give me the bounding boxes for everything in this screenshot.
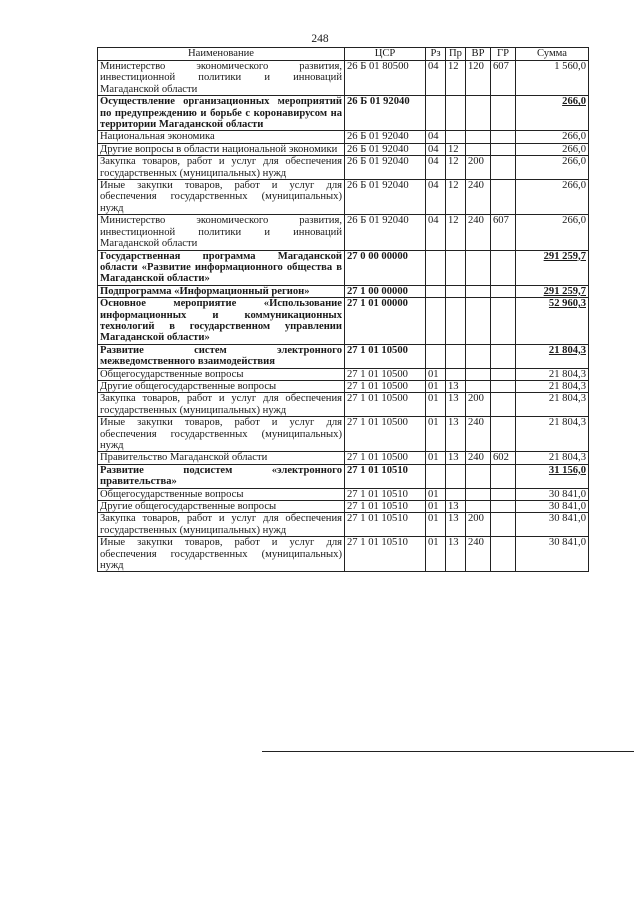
cell-vr: 240 bbox=[466, 417, 491, 452]
cell-rz: 01 bbox=[426, 452, 446, 464]
cell-name: Общегосударственные вопросы bbox=[98, 488, 345, 500]
table-row bbox=[98, 215, 589, 250]
cell-gr: 607 bbox=[491, 61, 516, 96]
cell-pr bbox=[446, 464, 466, 488]
cell-csr: 27 1 01 10510 bbox=[345, 513, 426, 537]
cell-pr: 13 bbox=[446, 393, 466, 417]
table-row bbox=[98, 368, 589, 380]
cell-sum: 30 841,0 bbox=[516, 537, 589, 572]
cell-rz: 04 bbox=[426, 215, 446, 250]
cell-name: Министерство экономического развития, инвестиционной политики и инноваций Магаданской области bbox=[98, 61, 345, 96]
table-row bbox=[98, 61, 589, 96]
cell-csr: 27 1 01 10500 bbox=[345, 344, 426, 368]
cell-name: Основное мероприятие «Использование информационных и коммуникационных технологий в государственном управлении Магаданской области» bbox=[98, 298, 345, 345]
cell-vr: 240 bbox=[466, 215, 491, 250]
cell-vr bbox=[466, 96, 491, 131]
column-header-pr: Пр bbox=[446, 48, 466, 61]
cell-gr: 602 bbox=[491, 452, 516, 464]
cell-sum: 21 804,3 bbox=[516, 344, 589, 368]
table-body bbox=[98, 61, 589, 572]
cell-rz bbox=[426, 344, 446, 368]
cell-pr bbox=[446, 344, 466, 368]
cell-rz: 01 bbox=[426, 488, 446, 500]
cell-vr bbox=[466, 368, 491, 380]
cell-sum: 21 804,3 bbox=[516, 452, 589, 464]
table-row bbox=[98, 180, 589, 215]
cell-sum: 21 804,3 bbox=[516, 368, 589, 380]
table-row bbox=[98, 464, 589, 488]
cell-pr: 13 bbox=[446, 417, 466, 452]
cell-sum: 21 804,3 bbox=[516, 417, 589, 452]
cell-name: Развитие систем электронного межведомственного взаимодействия bbox=[98, 344, 345, 368]
cell-name: Иные закупки товаров, работ и услуг для обеспечения государственных (муниципальных) нужд bbox=[98, 417, 345, 452]
cell-pr bbox=[446, 250, 466, 285]
cell-csr: 27 1 01 10500 bbox=[345, 452, 426, 464]
cell-rz: 04 bbox=[426, 61, 446, 96]
cell-rz: 01 bbox=[426, 380, 446, 392]
cell-sum: 52 960,3 bbox=[516, 298, 589, 345]
table-row bbox=[98, 344, 589, 368]
cell-name: Национальная экономика bbox=[98, 131, 345, 143]
cell-gr bbox=[491, 417, 516, 452]
cell-vr bbox=[466, 380, 491, 392]
cell-gr bbox=[491, 298, 516, 345]
table-row bbox=[98, 393, 589, 417]
cell-rz: 01 bbox=[426, 501, 446, 513]
cell-sum: 1 560,0 bbox=[516, 61, 589, 96]
cell-name: Другие общегосударственные вопросы bbox=[98, 380, 345, 392]
cell-vr bbox=[466, 488, 491, 500]
cell-vr bbox=[466, 143, 491, 155]
cell-sum: 266,0 bbox=[516, 131, 589, 143]
cell-pr bbox=[446, 96, 466, 131]
cell-sum: 291 259,7 bbox=[516, 285, 589, 297]
footer-divider bbox=[262, 751, 634, 752]
cell-name: Государственная программа Магаданской области «Развитие информационного общества в Магаданской области» bbox=[98, 250, 345, 285]
column-header-csr: ЦСР bbox=[345, 48, 426, 61]
cell-vr bbox=[466, 464, 491, 488]
column-header-gr: ГР bbox=[491, 48, 516, 61]
cell-csr: 27 1 00 00000 bbox=[345, 285, 426, 297]
cell-name: Иные закупки товаров, работ и услуг для обеспечения государственных (муниципальных) нужд bbox=[98, 180, 345, 215]
cell-pr: 13 bbox=[446, 537, 466, 572]
cell-rz: 04 bbox=[426, 180, 446, 215]
cell-csr: 27 1 01 10510 bbox=[345, 537, 426, 572]
cell-pr bbox=[446, 298, 466, 345]
cell-pr: 12 bbox=[446, 143, 466, 155]
cell-vr bbox=[466, 501, 491, 513]
cell-pr: 13 bbox=[446, 452, 466, 464]
cell-vr bbox=[466, 131, 491, 143]
column-header-sum: Сумма bbox=[516, 48, 589, 61]
cell-pr bbox=[446, 285, 466, 297]
cell-csr: 27 1 01 10500 bbox=[345, 368, 426, 380]
cell-gr bbox=[491, 368, 516, 380]
cell-csr: 27 0 00 00000 bbox=[345, 250, 426, 285]
cell-csr: 26 Б 01 92040 bbox=[345, 96, 426, 131]
cell-sum: 30 841,0 bbox=[516, 501, 589, 513]
table-row bbox=[98, 156, 589, 180]
cell-csr: 26 Б 01 92040 bbox=[345, 131, 426, 143]
cell-sum: 266,0 bbox=[516, 180, 589, 215]
cell-vr: 120 bbox=[466, 61, 491, 96]
cell-gr bbox=[491, 344, 516, 368]
cell-pr: 12 bbox=[446, 156, 466, 180]
table-row bbox=[98, 417, 589, 452]
cell-csr: 27 1 01 10500 bbox=[345, 393, 426, 417]
cell-csr: 27 1 01 10510 bbox=[345, 488, 426, 500]
cell-sum: 266,0 bbox=[516, 215, 589, 250]
cell-gr bbox=[491, 501, 516, 513]
cell-name: Закупка товаров, работ и услуг для обеспечения государственных (муниципальных) нужд bbox=[98, 513, 345, 537]
cell-csr: 26 Б 01 92040 bbox=[345, 156, 426, 180]
cell-pr bbox=[446, 488, 466, 500]
cell-pr: 13 bbox=[446, 501, 466, 513]
cell-gr bbox=[491, 143, 516, 155]
cell-rz bbox=[426, 96, 446, 131]
cell-pr: 12 bbox=[446, 215, 466, 250]
cell-pr: 12 bbox=[446, 180, 466, 215]
cell-vr: 240 bbox=[466, 537, 491, 572]
cell-vr: 200 bbox=[466, 513, 491, 537]
cell-rz bbox=[426, 464, 446, 488]
cell-name: Закупка товаров, работ и услуг для обеспечения государственных (муниципальных) нужд bbox=[98, 156, 345, 180]
table-row bbox=[98, 143, 589, 155]
table-row bbox=[98, 501, 589, 513]
cell-vr bbox=[466, 344, 491, 368]
table-row bbox=[98, 380, 589, 392]
cell-rz: 01 bbox=[426, 393, 446, 417]
cell-vr bbox=[466, 250, 491, 285]
cell-csr: 26 Б 01 92040 bbox=[345, 143, 426, 155]
page-number: 248 bbox=[311, 33, 329, 45]
cell-gr bbox=[491, 250, 516, 285]
budget-table bbox=[97, 47, 589, 572]
cell-csr: 27 1 01 10500 bbox=[345, 417, 426, 452]
cell-gr bbox=[491, 285, 516, 297]
cell-csr: 27 1 01 00000 bbox=[345, 298, 426, 345]
cell-gr bbox=[491, 96, 516, 131]
cell-csr: 27 1 01 10500 bbox=[345, 380, 426, 392]
cell-name: Общегосударственные вопросы bbox=[98, 368, 345, 380]
cell-rz bbox=[426, 250, 446, 285]
table-row bbox=[98, 537, 589, 572]
cell-rz bbox=[426, 285, 446, 297]
cell-name: Иные закупки товаров, работ и услуг для обеспечения государственных (муниципальных) нужд bbox=[98, 537, 345, 572]
table-row bbox=[98, 131, 589, 143]
cell-gr bbox=[491, 464, 516, 488]
cell-sum: 266,0 bbox=[516, 96, 589, 131]
cell-name: Другие общегосударственные вопросы bbox=[98, 501, 345, 513]
cell-csr: 26 Б 01 92040 bbox=[345, 215, 426, 250]
cell-name: Закупка товаров, работ и услуг для обеспечения государственных (муниципальных) нужд bbox=[98, 393, 345, 417]
cell-name: Другие вопросы в области национальной экономики bbox=[98, 143, 345, 155]
table-row bbox=[98, 96, 589, 131]
cell-sum: 291 259,7 bbox=[516, 250, 589, 285]
cell-name: Министерство экономического развития, инвестиционной политики и инноваций Магаданской области bbox=[98, 215, 345, 250]
cell-gr bbox=[491, 380, 516, 392]
cell-pr: 13 bbox=[446, 513, 466, 537]
cell-name: Правительство Магаданской области bbox=[98, 452, 345, 464]
cell-vr: 200 bbox=[466, 156, 491, 180]
cell-pr bbox=[446, 131, 466, 143]
cell-rz: 01 bbox=[426, 513, 446, 537]
cell-csr: 26 Б 01 92040 bbox=[345, 180, 426, 215]
cell-gr bbox=[491, 537, 516, 572]
cell-rz: 04 bbox=[426, 143, 446, 155]
cell-sum: 30 841,0 bbox=[516, 488, 589, 500]
cell-rz: 01 bbox=[426, 417, 446, 452]
cell-sum: 266,0 bbox=[516, 143, 589, 155]
table-row bbox=[98, 285, 589, 297]
cell-vr: 240 bbox=[466, 452, 491, 464]
cell-rz: 04 bbox=[426, 156, 446, 180]
cell-sum: 30 841,0 bbox=[516, 513, 589, 537]
cell-sum: 31 156,0 bbox=[516, 464, 589, 488]
cell-rz: 01 bbox=[426, 537, 446, 572]
cell-csr: 26 Б 01 80500 bbox=[345, 61, 426, 96]
table-header-row bbox=[98, 48, 589, 61]
cell-rz: 01 bbox=[426, 368, 446, 380]
table-row bbox=[98, 298, 589, 345]
table-row bbox=[98, 250, 589, 285]
table-row bbox=[98, 513, 589, 537]
cell-gr bbox=[491, 180, 516, 215]
cell-gr bbox=[491, 513, 516, 537]
cell-csr: 27 1 01 10510 bbox=[345, 501, 426, 513]
cell-sum: 266,0 bbox=[516, 156, 589, 180]
cell-gr bbox=[491, 488, 516, 500]
cell-pr bbox=[446, 368, 466, 380]
cell-gr bbox=[491, 393, 516, 417]
cell-name: Осуществление организационных мероприятий по предупреждению и борьбе с коронавирусом на территории Магаданской области bbox=[98, 96, 345, 131]
column-header-vr: ВР bbox=[466, 48, 491, 61]
cell-vr: 200 bbox=[466, 393, 491, 417]
cell-gr: 607 bbox=[491, 215, 516, 250]
column-header-rz: Рз bbox=[426, 48, 446, 61]
cell-gr bbox=[491, 131, 516, 143]
cell-vr bbox=[466, 285, 491, 297]
table-row bbox=[98, 452, 589, 464]
cell-name: Развитие подсистем «электронного правительства» bbox=[98, 464, 345, 488]
cell-vr: 240 bbox=[466, 180, 491, 215]
cell-vr bbox=[466, 298, 491, 345]
table-row bbox=[98, 488, 589, 500]
cell-gr bbox=[491, 156, 516, 180]
cell-rz: 04 bbox=[426, 131, 446, 143]
cell-csr: 27 1 01 10510 bbox=[345, 464, 426, 488]
cell-rz bbox=[426, 298, 446, 345]
cell-pr: 13 bbox=[446, 380, 466, 392]
cell-sum: 21 804,3 bbox=[516, 380, 589, 392]
cell-pr: 12 bbox=[446, 61, 466, 96]
cell-name: Подпрограмма «Информационный регион» bbox=[98, 285, 345, 297]
column-header-name: Наименование bbox=[98, 48, 345, 61]
cell-sum: 21 804,3 bbox=[516, 393, 589, 417]
